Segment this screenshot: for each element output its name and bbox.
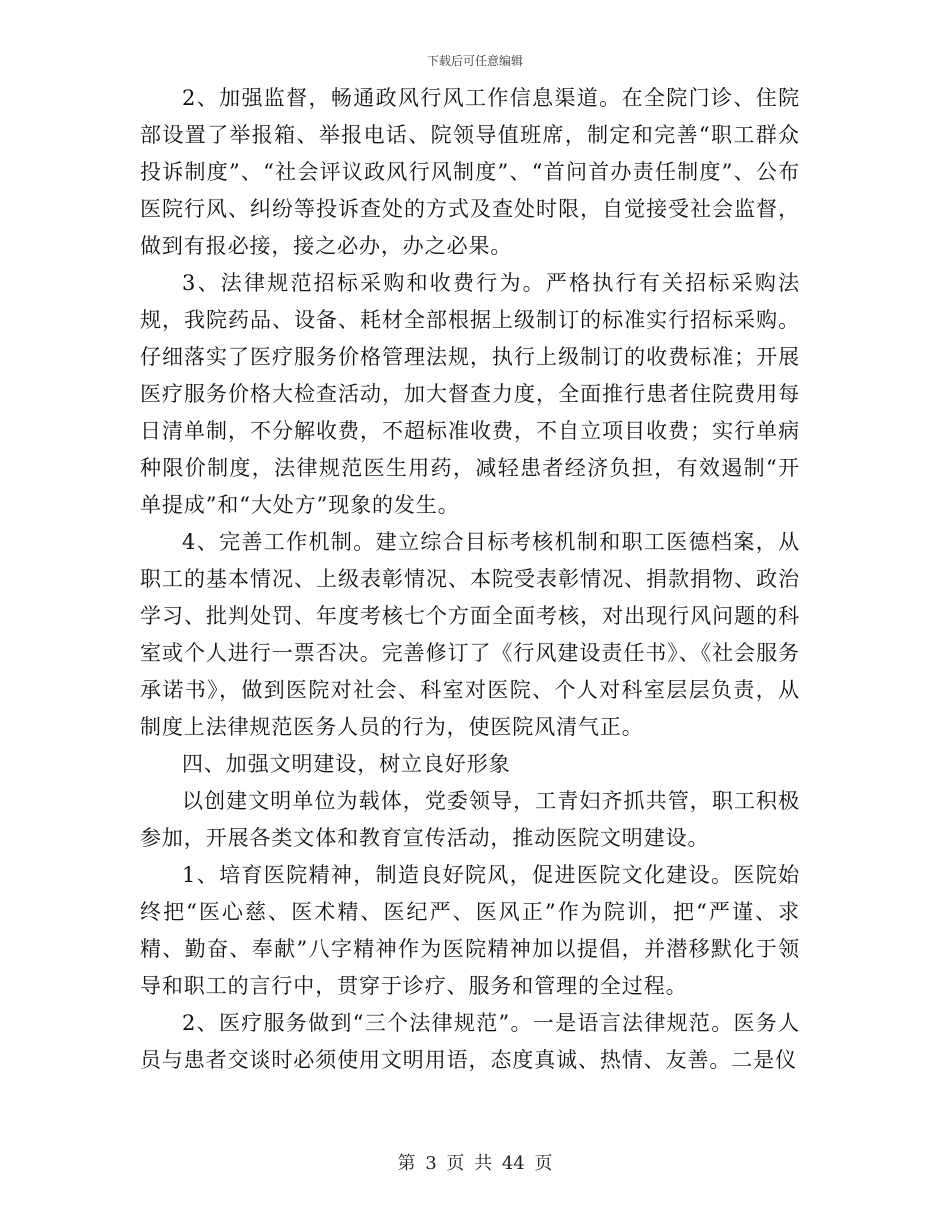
paragraph-civilization-intro: 以创建文明单位为载体，党委领导，工青妇齐抓共管，职工积极参加，开展各类文体和教育宣传活动，推动医院文明建设。 (140, 789, 800, 850)
section-heading-civilization: 四、加强文明建设，树立良好形象 (182, 752, 511, 776)
paragraph-supervision: 2、加强监督，畅通政风行风工作信息渠道。在全院门诊、住院部设置了举报箱、举报电话、院领导值班席，制定和完善“职工群众投诉制度”、“社会评议政风行风制度”、“首问首办责任制度”、公布医院行风、纠纷等投诉查处的方式及查处时限，自觉接受社会监督，做到有报必接，接之必办，办之必果。 (140, 86, 800, 258)
header-note: 下载后可任意编辑 (426, 54, 523, 68)
page-number: 第 3 页 共 44 页 (397, 1153, 553, 1174)
paragraph-service-standards: 2、医疗服务做到“三个法律规范”。一是语言法律规范。医务人员与患者交谈时必须使用文明用语，态度真诚、热情、友善。二是仪 (140, 1011, 800, 1072)
paragraph-mechanism: 4、完善工作机制。建立综合目标考核机制和职工医德档案，从职工的基本情况、上级表彰情况、本院受表彰情况、捐款捐物、政治学习、批判处罚、年度考核七个方面全面考核，对出现行风问题的科室或个人进行一票否决。完善修订了《行风建设责任书》、《社会服务承诺书》，做到医院对社会、科室对医院、个人对科室层层负责，从制度上法律规范医务人员的行为，使医院风清气正。 (140, 530, 800, 739)
paragraph-hospital-spirit: 1、培育医院精神，制造良好院风，促进医院文化建设。医院始终把“医心慈、医术精、医纪严、医风正”作为院训，把“严谨、求精、勤奋、奉献”八字精神作为医院精神加以提倡，并潜移默化于领导和职工的言行中，贯穿于诊疗、服务和管理的全过程。 (140, 863, 800, 998)
document-body (140, 80, 800, 1079)
paragraph-procurement: 3、法律规范招标采购和收费行为。严格执行有关招标采购法规，我院药品、设备、耗材全部根据上级制订的标准实行招标采购。仔细落实了医疗服务价格管理法规，执行上级制订的收费标准；开展医疗服务价格大检查活动，加大督查力度，全面推行患者住院费用每日清单制，不分解收费，不超标准收费，不自立项目收费；实行单病种限价制度，法律规范医生用药，减轻患者经济负担，有效遏制“开单提成”和“大处方”现象的发生。 (140, 271, 800, 517)
